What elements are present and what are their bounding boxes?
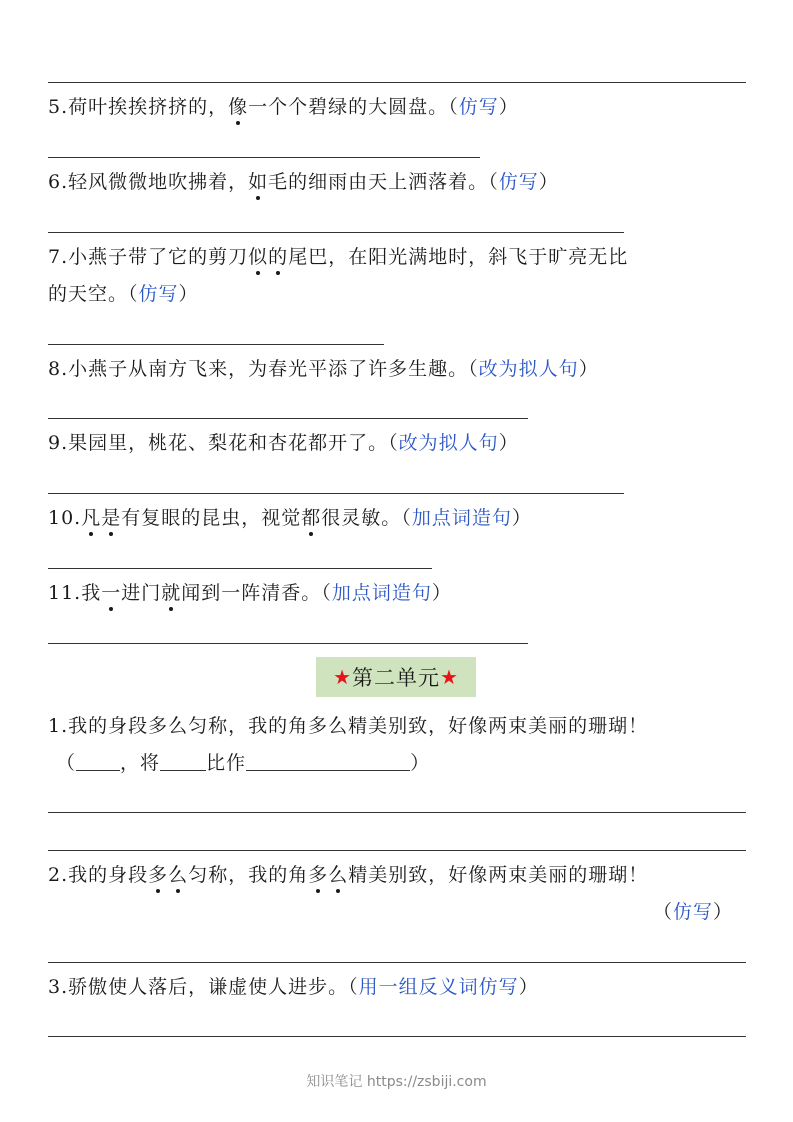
answer-line[interactable] xyxy=(48,568,432,569)
dotted-word: 是 xyxy=(101,507,122,529)
question-5: 5.荷叶挨挨挤挤的，像一个个碧绿的大圆盘。（仿写） xyxy=(48,96,519,118)
requirement: 仿写 xyxy=(498,171,539,193)
requirement: 加点词造句 xyxy=(331,582,432,604)
unit-2-heading xyxy=(316,657,476,697)
dotted-word: 似 xyxy=(248,246,269,268)
question-11: 11.我一进门就闻到一阵清香。（加点词造句） xyxy=(48,582,452,604)
answer-line[interactable] xyxy=(48,643,528,644)
question-9: 9.果园里，桃花、梨花和杏花都开了。（改为拟人句） xyxy=(48,432,519,454)
requirement: 加点词造句 xyxy=(411,507,512,529)
dotted-word: 么 xyxy=(328,864,349,886)
fill-blank[interactable] xyxy=(76,752,120,771)
unit2-question-1-hint: （ ，将 比作 ） xyxy=(56,752,431,774)
fill-blank[interactable] xyxy=(160,752,206,771)
question-number: 2. xyxy=(48,864,69,886)
requirement: 仿写 xyxy=(458,96,499,118)
question-7-line1: 7.小燕子带了它的剪刀似的尾巴，在阳光满地时，斜飞于旷亮无比 xyxy=(48,246,629,268)
question-number: 8. xyxy=(48,358,69,380)
dotted-word: 如 xyxy=(248,171,269,193)
answer-line[interactable] xyxy=(48,232,624,233)
unit-title: 第二单元 xyxy=(352,666,440,690)
answer-line[interactable] xyxy=(48,157,480,158)
answer-line[interactable] xyxy=(48,850,746,851)
fill-blank[interactable] xyxy=(246,752,410,771)
answer-line[interactable] xyxy=(48,418,528,419)
requirement: 仿写 xyxy=(138,283,179,305)
question-number: 1. xyxy=(48,715,69,737)
answer-line xyxy=(48,82,746,83)
dotted-word: 凡 xyxy=(81,507,102,529)
answer-line[interactable] xyxy=(48,1036,746,1037)
footer-watermark: 知识笔记 https://zsbiji.com xyxy=(306,1074,487,1090)
question-7-line2: 的天空。（仿写） xyxy=(48,283,199,305)
question-10: 10.凡是有复眼的昆虫，视觉都很灵敏。（加点词造句） xyxy=(48,507,532,529)
requirement: 用一组反义词仿写 xyxy=(358,976,519,998)
answer-line[interactable] xyxy=(48,493,624,494)
dotted-word: 都 xyxy=(301,507,322,529)
unit2-question-2: 2.我的身段多么匀称，我的角多么精美别致，好像两束美丽的珊瑚！ xyxy=(48,864,649,886)
unit2-question-3: 3.骄傲使人落后，谦虚使人进步。（用一组反义词仿写） xyxy=(48,976,539,998)
requirement: 改为拟人句 xyxy=(398,432,499,454)
dotted-word: 么 xyxy=(168,864,189,886)
question-number: 11. xyxy=(48,582,82,604)
dotted-word: 一 xyxy=(101,582,122,604)
question-6: 6.轻风微微地吹拂着，如毛的细雨由天上洒落着。（仿写） xyxy=(48,171,559,193)
dotted-word: 就 xyxy=(161,582,182,604)
question-number: 10. xyxy=(48,507,82,529)
dotted-word: 多 xyxy=(148,864,169,886)
answer-line[interactable] xyxy=(48,344,384,345)
question-number: 6. xyxy=(48,171,69,193)
question-number: 9. xyxy=(48,432,69,454)
star-icon: ★ xyxy=(333,665,352,689)
answer-line[interactable] xyxy=(48,812,746,813)
dotted-word: 多 xyxy=(308,864,329,886)
dotted-word: 像 xyxy=(228,96,249,118)
question-number: 7. xyxy=(48,246,69,268)
star-icon: ★ xyxy=(440,665,459,689)
requirement: 仿写 xyxy=(672,901,713,923)
answer-line[interactable] xyxy=(48,962,746,963)
requirement: 改为拟人句 xyxy=(478,358,579,380)
question-number: 3. xyxy=(48,976,69,998)
question-8: 8.小燕子从南方飞来，为春光平添了许多生趣。（改为拟人句） xyxy=(48,358,599,380)
question-number: 5. xyxy=(48,96,69,118)
unit2-question-1: 1.我的身段多么匀称，我的角多么精美别致，好像两束美丽的珊瑚！ xyxy=(48,715,649,737)
dotted-word: 的 xyxy=(268,246,289,268)
unit2-question-2-req: （仿写） xyxy=(652,901,733,923)
